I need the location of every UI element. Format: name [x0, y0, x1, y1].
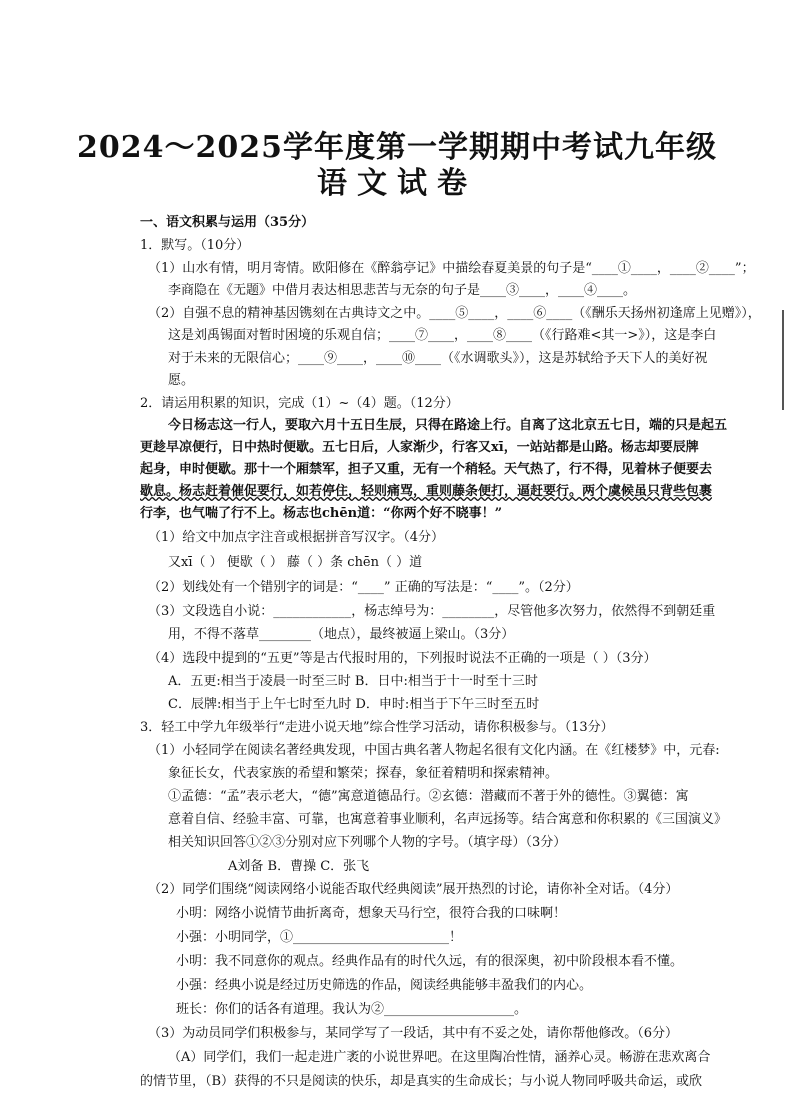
q1-2-line-1: （2）自强不息的精神基因镌刻在古典诗文之中。____⑤____，____⑥____（《酬乐天扬州初逢席上见赠》）， [148, 306, 761, 321]
passage-line-2: 更趁早凉便行，日中热时便歇。五七日后，人家渐少，行客又xī，一站站都是山路。杨志却要辰牌 [140, 440, 699, 455]
dialogue-monitor: 班长：你们的话各有道理。我认为②____________________。 [176, 1002, 528, 1017]
q3-1-line-3: ①孟德：“孟”表示老大，“德”寓意道德品行。②玄德：潜藏而不著于外的德性。③翼德：寓 [168, 789, 689, 804]
q1-1-line-1: （1）山水有情，明月寄情。欧阳修在《醉翁亭记》中描绘春夏美景的句子是“____①____，____②____”； [148, 261, 755, 276]
exam-subtitle: 语文试卷 [317, 166, 477, 201]
section-heading: 一、语文积累与运用（35分） [140, 215, 315, 230]
passage-line-5: 行李，也气喘了行不上。杨志也chēn道：“你两个好不晓事！” [140, 506, 503, 521]
q2-4: （4）选段中提到的“五更”等是古代报时用的，下列报时说法不正确的一项是（ ）（3分） [148, 651, 657, 666]
q3-1-line-2: 象征长女，代表家族的希望和繁荣；探春，象征着精明和探索精神。 [168, 766, 559, 781]
q3-1-line-1: （1）小轻同学在阅读名著经典发现，中国古典名著人物起名很有文化内涵。在《红楼梦》中，元春: [148, 743, 720, 758]
q3-1-line-5: 相关知识回答①②③分别对应下列哪个人物的字号。（填字母）（3分） [168, 835, 567, 850]
q3-1-line-4: 意着自信、经验丰富、可靠，也寓意着事业顺利，名声远扬等。结合寓意和你积累的《三国演义》 [168, 812, 728, 827]
q1-2-line-3: 对于未来的无限信心；____⑨____，____⑩____（《水调歌头》），这是苏轼给予天下人的美好祝 [168, 351, 708, 366]
question-3-heading: 3．轻工中学九年级举行“走进小说天地”综合性学习活动，请你积极参与。（13分） [140, 720, 614, 735]
passage-line-1: 今日杨志这一行人，要取六月十五日生辰，只得在路途上行。自离了这北京五七日，端的只是起五 [168, 418, 728, 433]
q1-2-line-4: 愿。 [168, 373, 195, 388]
dialogue-xiaoming-2: 小明：我不同意你的观点。经典作品有的时代久远，有的很深奥，初中阶段根本看不懂。 [176, 954, 684, 969]
q2-2: （2）划线处有一个错别字的词是：“____” 正确的写法是：“____”。（2分） [148, 580, 579, 595]
exam-title: 2024～2025学年度第一学期期中考试九年级 [77, 130, 717, 165]
q1-2-line-2: 这是刘禹锡面对暂时困境的乐观自信；____⑦____，____⑧____（《行路难<其一>》），这是李白 [168, 328, 717, 343]
dialogue-xiaoqiang-1: 小强：小明同学，①________________________！ [176, 930, 463, 945]
dialogue-xiaoqiang-2: 小强：经典小说是经过历史筛选的作品，阅读经典能够丰盈我们的内心。 [176, 978, 593, 993]
q2-3-line-2: 用，不得不落草________（地点），最终被逼上梁山。（3分） [168, 627, 515, 642]
q2-4-options-cd: C．辰牌:相当于上午七时至九时 D．申时:相当于下午三时至五时 [168, 697, 540, 712]
question-1-heading: 1．默写。（10分） [140, 238, 250, 253]
q3-3-passage-1: （A）同学们，我们一起走进广袤的小说世界吧。在这里陶冶性情，涵养心灵。畅游在悲欢离合 [168, 1050, 711, 1065]
q3-3-passage-2: 的情节里，（B）获得的不只是阅读的快乐，却是真实的生命成长；与小说人物同呼吸共命运，或欣 [140, 1074, 703, 1089]
q2-1: （1）给文中加点字注音或根据拼音写汉字。（4分） [148, 530, 445, 545]
q2-3-line-1: （3）文段选自小说：____________，杨志绰号为：________，尽管他多次努力，依然得不到朝廷重 [148, 604, 716, 619]
q3-2: （2）同学们围绕“阅读网络小说能否取代经典阅读”展开热烈的讨论，请你补全对话。（4分） [148, 882, 679, 897]
q3-3: （3）为动员同学们积极参与，某同学写了一段话，其中有不妥之处，请你帮他修改。（6分） [148, 1026, 679, 1041]
question-2-heading: 2．请运用积累的知识，完成（1）~（4）题。（12分） [140, 396, 459, 411]
scan-edge-mark [782, 310, 784, 410]
q2-4-options-ab: A．五更:相当于凌晨一时至三时 B．日中:相当于十一时至十三时 [168, 674, 538, 689]
passage-line-3: 起身，申时便歇。那十一个厢禁军，担子又重，无有一个稍轻。天气热了，行不得，见着林子便要去 [140, 462, 713, 477]
passage-line-4: 歇息。杨志赶着催促要行，如若停住，轻则痛骂，重则藤条便打，逼赶要行。两个虞候虽只背些包裹 [140, 484, 713, 499]
q3-1-options: A刘备 B．曹操 C．张飞 [228, 859, 370, 874]
q1-1-line-2: 李商隐在《无题》中借月表达相思悲苦与无奈的句子是____③____，____④____。 [168, 283, 637, 298]
dialogue-xiaoming-1: 小明：网络小说情节曲折离奇，想象天马行空，很符合我的口味啊！ [176, 906, 567, 921]
q2-1-blanks: 又xī（ ） 便歇（ ） 藤（ ）条 chēn（ ）道 [168, 555, 423, 570]
